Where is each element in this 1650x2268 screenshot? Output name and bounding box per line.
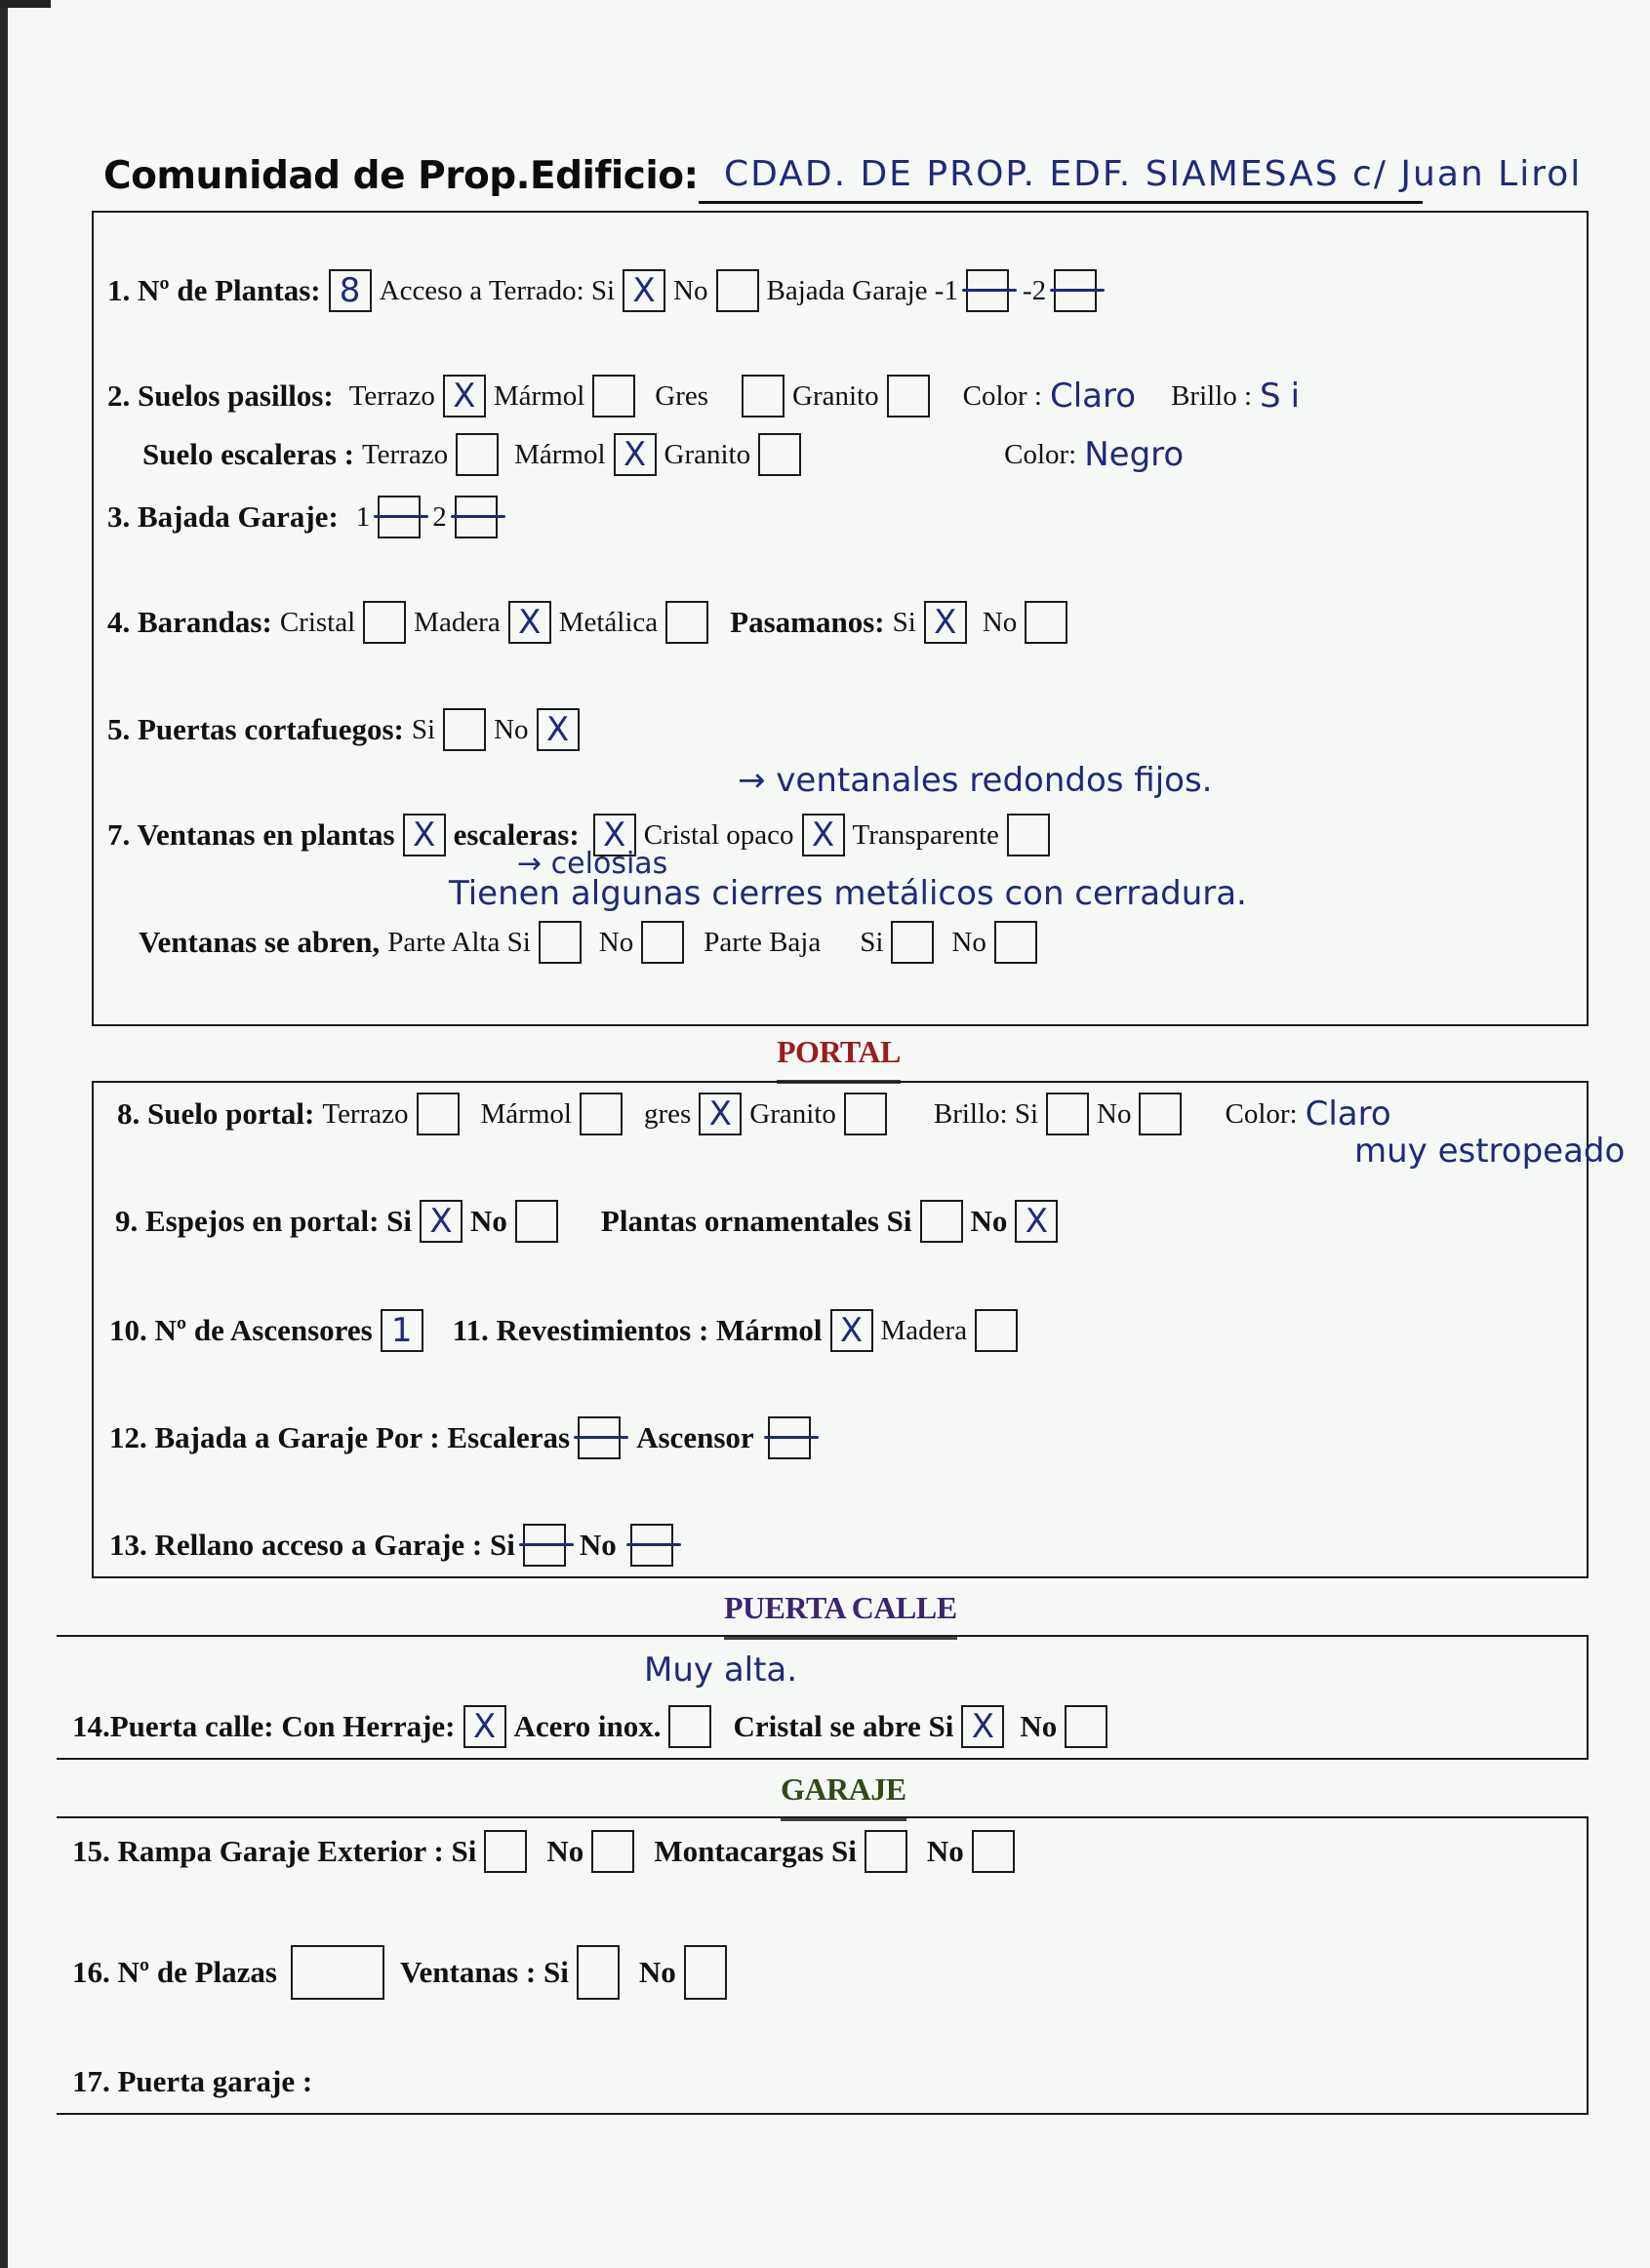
- no-label: No: [494, 713, 529, 745]
- question-5: [107, 708, 587, 751]
- q13-label: 13. Rellano acceso a Garaje : Si: [109, 1528, 515, 1562]
- acero-inox-checkbox[interactable]: [668, 1705, 711, 1748]
- no-label: No: [579, 1528, 617, 1562]
- suelo-escaleras: [142, 433, 1191, 476]
- plantas-ornamentales-label: Plantas ornamentales Si: [600, 1204, 912, 1238]
- question-15: [72, 1830, 1023, 1873]
- transparente-checkbox[interactable]: [1007, 814, 1050, 856]
- question-4: [107, 601, 1075, 644]
- escaleras-marmol-checkbox[interactable]: X: [614, 433, 657, 476]
- no-label: No: [598, 926, 634, 958]
- si-label: Si: [411, 713, 436, 745]
- q17-label: 17. Puerta garaje :: [72, 2064, 313, 2098]
- question-12: [109, 1416, 819, 1459]
- madera-label: Madera: [414, 606, 501, 638]
- opt2-label: 2: [432, 500, 447, 533]
- pasillos-granito-checkbox[interactable]: [887, 375, 930, 418]
- rellano-si-checkbox[interactable]: [523, 1524, 566, 1567]
- transparente-label: Transparente: [852, 818, 999, 851]
- question-7: [107, 814, 1058, 856]
- portal-marmol-checkbox[interactable]: [580, 1093, 623, 1135]
- escaleras-color-value[interactable]: Negro: [1084, 435, 1185, 474]
- ascensor-label: Ascensor: [636, 1420, 754, 1454]
- parte-alta-no-checkbox[interactable]: [641, 921, 684, 964]
- question-13: [109, 1524, 681, 1567]
- no-label: No: [546, 1834, 584, 1868]
- montacargas-no-checkbox[interactable]: [972, 1830, 1015, 1873]
- portal-gres-checkbox[interactable]: X: [699, 1093, 742, 1135]
- question-8: [117, 1093, 1399, 1135]
- granito-label: Granito: [749, 1097, 836, 1130]
- cristal-opaco-label: Cristal opaco: [643, 818, 794, 851]
- bajada-2-label: -2: [1022, 274, 1047, 306]
- barandas-cristal-checkbox[interactable]: [363, 601, 406, 644]
- no-label: No: [1020, 1709, 1058, 1743]
- cortafuegos-no-checkbox[interactable]: X: [537, 708, 580, 751]
- garaje-title: GARAJE: [781, 1771, 906, 1807]
- terrado-no-label: No: [673, 274, 708, 306]
- brillo-label: Brillo: Si: [933, 1097, 1039, 1130]
- parte-baja-no-checkbox[interactable]: [994, 921, 1037, 964]
- question-9: [115, 1200, 1066, 1243]
- portal-title: PORTAL: [777, 1034, 901, 1069]
- cristal-label: Cristal: [279, 606, 356, 638]
- cristal-si-checkbox[interactable]: X: [961, 1705, 1004, 1748]
- question-14: [72, 1705, 1115, 1748]
- ascensores-count-field[interactable]: 1: [381, 1309, 423, 1352]
- plazas-count-field[interactable]: [291, 1945, 384, 2000]
- q5-label: 5. Puertas cortafuegos:: [107, 712, 404, 746]
- note-muy-alta: Muy alta.: [644, 1651, 798, 1690]
- question-16: [72, 1945, 735, 2000]
- terrazo-label: Terrazo: [348, 379, 435, 412]
- opt1-label: 1: [355, 500, 371, 533]
- gres-label: Gres: [655, 379, 709, 412]
- escaleras-terrazo-checkbox[interactable]: [456, 433, 499, 476]
- ventanas-se-abren: [139, 921, 1045, 964]
- brillo-label: Brillo :: [1171, 379, 1253, 412]
- q9-label: 9. Espejos en portal: Si: [115, 1204, 412, 1238]
- rellano-no-checkbox[interactable]: [630, 1524, 673, 1567]
- color-label: Color:: [1225, 1097, 1298, 1130]
- q3-label: 3. Bajada Garaje:: [107, 499, 339, 534]
- question-2: [107, 375, 1317, 418]
- question-1: [107, 269, 1105, 312]
- no-label: No: [970, 1204, 1008, 1238]
- bajada-2-checkbox[interactable]: [1054, 269, 1097, 312]
- bajada-escaleras-checkbox[interactable]: [578, 1416, 621, 1459]
- garaje-ventanas-no-checkbox[interactable]: [684, 1945, 727, 2000]
- cristal-se-abre-label: Cristal se abre Si: [733, 1709, 954, 1743]
- granito-label: Granito: [792, 379, 879, 412]
- question-10-11: [109, 1309, 1026, 1352]
- cristal-no-checkbox[interactable]: [1065, 1705, 1107, 1748]
- no-label: No: [926, 1834, 964, 1868]
- marmol-label: Mármol: [493, 379, 585, 412]
- parte-baja-label: Parte Baja: [704, 926, 822, 958]
- note-ventanales: → ventanales redondos fijos.: [738, 761, 1213, 800]
- scan-edge: [0, 0, 8, 2268]
- marmol-label: Mármol: [480, 1097, 572, 1130]
- terrado-no-checkbox[interactable]: [716, 269, 759, 312]
- escaleras-label: Suelo escaleras :: [142, 437, 354, 471]
- marmol-label: Mármol: [514, 438, 606, 470]
- note-celosias: → celosias: [517, 847, 668, 881]
- escaleras-label: escaleras:: [453, 817, 580, 852]
- question-17: [72, 2064, 320, 2099]
- form-title: Comunidad de Prop.Edificio:: [103, 154, 699, 198]
- cortafuegos-si-checkbox[interactable]: [443, 708, 486, 751]
- plantas-count-field[interactable]: 8: [329, 269, 372, 312]
- q2-label: 2. Suelos pasillos:: [107, 378, 334, 413]
- pasamanos-no-checkbox[interactable]: [1025, 601, 1067, 644]
- no-label: No: [470, 1204, 507, 1238]
- bajada-garaje-label: Bajada Garaje -1: [766, 274, 958, 306]
- revestimiento-marmol-checkbox[interactable]: X: [830, 1309, 873, 1352]
- herraje-checkbox[interactable]: X: [463, 1705, 506, 1748]
- cristal-opaco-checkbox[interactable]: X: [802, 814, 845, 856]
- rampa-si-checkbox[interactable]: [484, 1830, 527, 1873]
- q7-label: 7. Ventanas en plantas: [107, 817, 395, 852]
- garaje-ventanas-si-checkbox[interactable]: [577, 1945, 620, 2000]
- revestimiento-madera-checkbox[interactable]: [975, 1309, 1018, 1352]
- note-cierres: Tienen algunas cierres metálicos con cerradura.: [449, 874, 1247, 913]
- ventanas-plantas-checkbox[interactable]: X: [403, 814, 446, 856]
- building-name-field[interactable]: CDAD. DE PROP. EDF. SIAMESAS c/ Juan Lirol: [724, 154, 1583, 194]
- note-muy-estropeado: muy estropeado: [1354, 1132, 1626, 1171]
- color-label: Color:: [1004, 438, 1077, 470]
- scan-edge-top: [0, 0, 51, 8]
- pasillos-brillo-value[interactable]: Si: [1260, 377, 1310, 416]
- pasamanos-label: Pasamanos:: [730, 605, 885, 639]
- si-label: Si: [892, 606, 916, 638]
- escaleras-granito-checkbox[interactable]: [758, 433, 801, 476]
- pasillos-marmol-checkbox[interactable]: [592, 375, 635, 418]
- puerta-calle-title: PUERTA CALLE: [724, 1590, 957, 1625]
- portal-brillo-no-checkbox[interactable]: [1139, 1093, 1182, 1135]
- q14-label: 14.Puerta calle: Con Herraje:: [72, 1709, 456, 1743]
- espejos-si-checkbox[interactable]: X: [420, 1200, 463, 1243]
- barandas-metalica-checkbox[interactable]: [665, 601, 708, 644]
- q15-label: 15. Rampa Garaje Exterior : Si: [72, 1834, 477, 1868]
- espejos-no-checkbox[interactable]: [515, 1200, 558, 1243]
- terrazo-label: Terrazo: [322, 1097, 409, 1130]
- q11-label: 11. Revestimientos : Mármol: [452, 1313, 823, 1347]
- q10-label: 10. Nº de Ascensores: [109, 1313, 373, 1347]
- terrado-si-checkbox[interactable]: X: [623, 269, 665, 312]
- bajada-garaje-2-checkbox[interactable]: [455, 496, 498, 538]
- ventanas-escaleras-checkbox[interactable]: X: [593, 814, 636, 856]
- no-label: No: [951, 926, 986, 958]
- acero-inox-label: Acero inox.: [513, 1709, 662, 1743]
- no-label: No: [1097, 1097, 1132, 1130]
- ventanas-label: Ventanas : Si: [400, 1955, 569, 1989]
- plantas-no-checkbox[interactable]: X: [1015, 1200, 1058, 1243]
- title-underline: [699, 201, 1423, 204]
- madera-label: Madera: [880, 1314, 968, 1346]
- parte-baja-si-checkbox[interactable]: [891, 921, 934, 964]
- portal-color-value[interactable]: Claro: [1305, 1094, 1391, 1134]
- portal-granito-checkbox[interactable]: [844, 1093, 887, 1135]
- terrazo-label: Terrazo: [361, 438, 449, 470]
- bajada-1-checkbox[interactable]: [966, 269, 1009, 312]
- q7b-label: Ventanas se abren,: [139, 925, 381, 959]
- question-3: [107, 496, 505, 538]
- barandas-madera-checkbox[interactable]: X: [508, 601, 551, 644]
- si-label: Si: [860, 926, 884, 958]
- no-label: No: [638, 1955, 676, 1989]
- pasillos-terrazo-checkbox[interactable]: X: [443, 375, 486, 418]
- parte-alta-label: Parte Alta Si: [387, 926, 531, 958]
- pasillos-gres-checkbox[interactable]: [742, 375, 785, 418]
- montacargas-si-checkbox[interactable]: [865, 1830, 907, 1873]
- rampa-no-checkbox[interactable]: [591, 1830, 634, 1873]
- bajada-ascensor-checkbox[interactable]: [768, 1416, 811, 1459]
- portal-brillo-si-checkbox[interactable]: [1046, 1093, 1089, 1135]
- granito-label: Granito: [664, 438, 751, 470]
- q4-label: 4. Barandas:: [107, 605, 272, 639]
- parte-alta-si-checkbox[interactable]: [539, 921, 582, 964]
- pasamanos-si-checkbox[interactable]: X: [924, 601, 967, 644]
- bajada-garaje-1-checkbox[interactable]: [378, 496, 421, 538]
- q16-label: 16. Nº de Plazas: [72, 1955, 277, 1989]
- gres-label: gres: [643, 1097, 692, 1130]
- plantas-si-checkbox[interactable]: [920, 1200, 963, 1243]
- montacargas-label: Montacargas Si: [654, 1834, 857, 1868]
- metalica-label: Metálica: [558, 606, 659, 638]
- q12-label: 12. Bajada a Garaje Por : Escaleras: [109, 1420, 571, 1454]
- portal-terrazo-checkbox[interactable]: [417, 1093, 460, 1135]
- q1-label: 1. Nº de Plantas:: [107, 273, 321, 307]
- pasillos-color-value[interactable]: Claro: [1050, 377, 1137, 416]
- q8-label: 8. Suelo portal:: [117, 1096, 315, 1131]
- no-label: No: [982, 606, 1018, 638]
- color-label: Color :: [962, 379, 1042, 412]
- terrado-label: Acceso a Terrado: Si: [379, 274, 616, 306]
